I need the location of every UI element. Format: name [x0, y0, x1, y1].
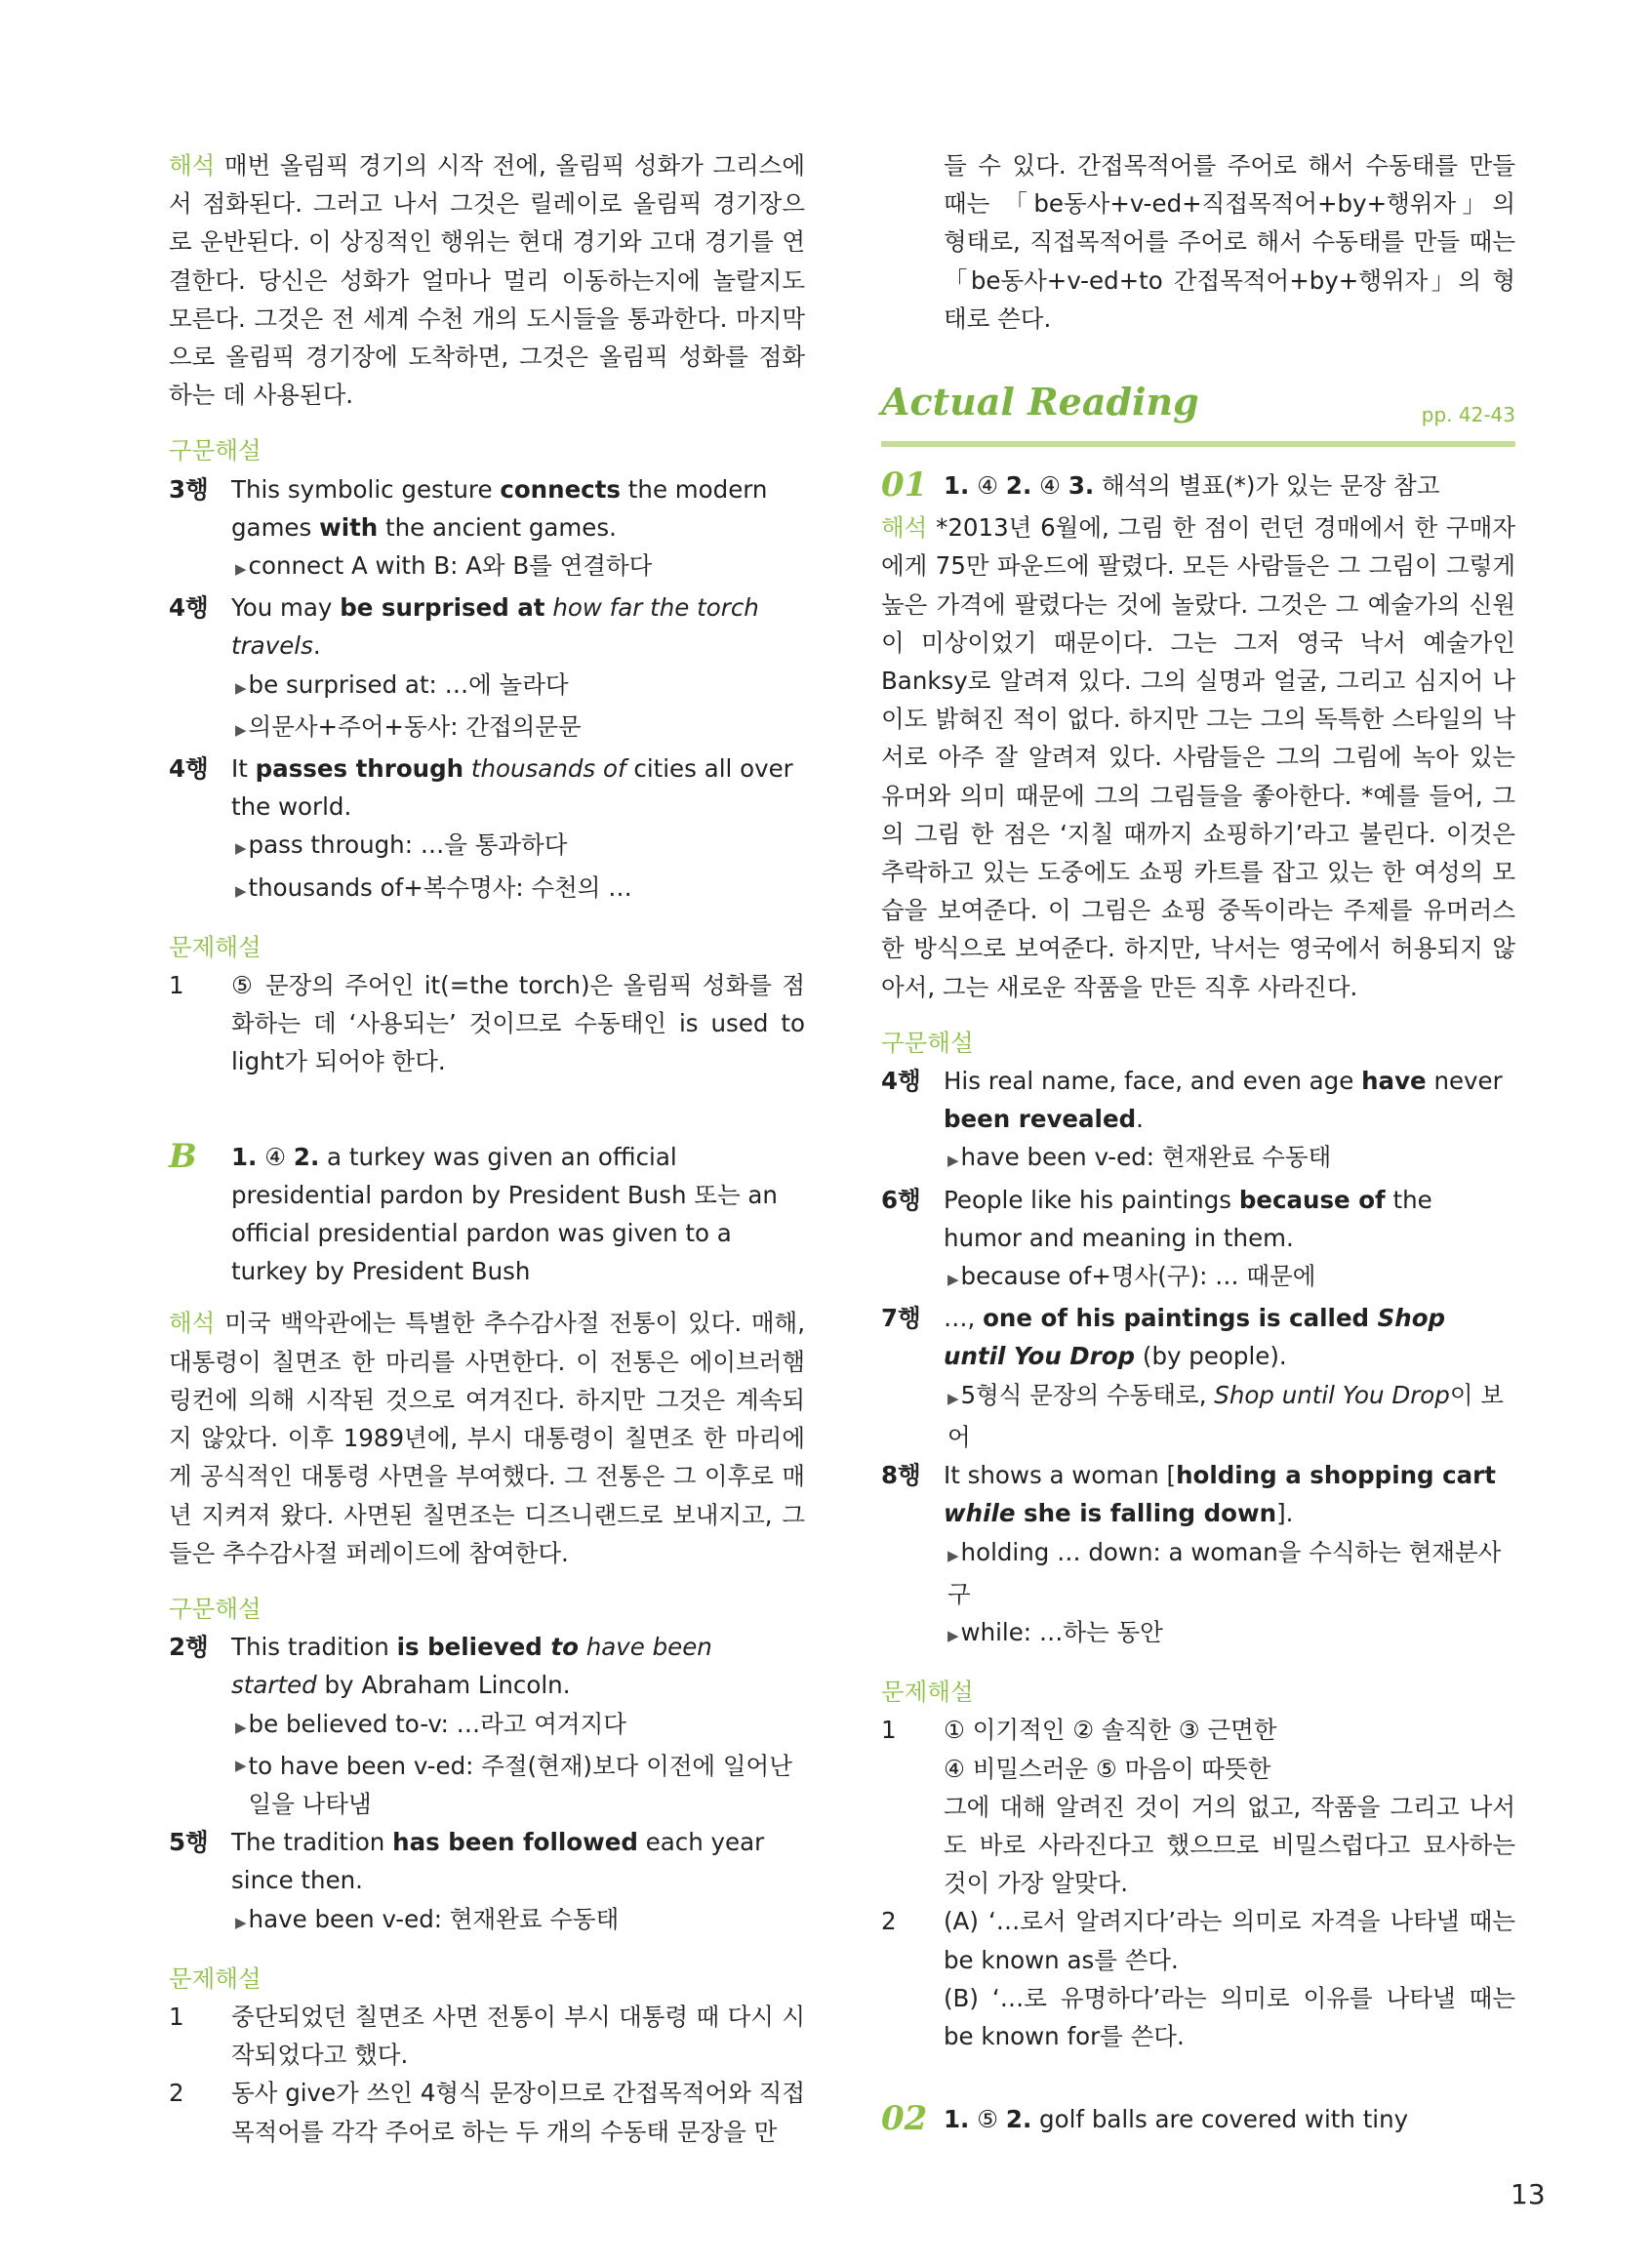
problem-item: 1 중단되었던 칠면조 사면 전통이 부시 대통령 때 다시 시작되었다고 했다.	[169, 2002, 805, 2070]
grammar-note: ▶have been v-ed: 현재완료 수동태	[235, 1904, 620, 1933]
triangle-bullet-icon: ▶	[947, 1626, 959, 1644]
grammar-note: ▶be believed to-v: …라고 여겨지다	[235, 1709, 626, 1738]
syntax-item: 6행 People like his paintings because of the humor and meaning in them. ▶because of+명사(구): … 때문에	[881, 1181, 1515, 1300]
right-column	[881, 146, 1515, 2138]
question-number-01: 01	[881, 466, 928, 506]
section-heading-problem: 문제해설	[169, 932, 262, 961]
answer-block-02: 02 1. ⑤ 2. golf balls are covered with tiny	[881, 2099, 1409, 2139]
explanation-paragraph-olympic: 해석 매번 올림픽 경기의 시작 전에, 올림픽 성화가 그리스에서 점화된다. 그러고 나서 그것은 릴레이로 올림픽 경기장으로 운반된다. 이 상징적인 행위는 현대 경기와 고대 경기를 연결한다. 당신은 성화가 얼마나 멀리 이동하는지에 놀랄지도 모른다. 그것은 전 세계 수천 개의 도시들을 통과한다. 마지막으로 올림픽 경기장에 도착하면, 그것은 올림픽 성화를 점화하는 데 사용된다.	[169, 151, 805, 410]
section-title: Actual Reading	[881, 380, 1199, 425]
problem-item: 1 ⑤ 문장의 주어인 it(=the torch)은 올림픽 성화를 점화하는 데 ‘사용되는’ 것이므로 수동태인 is used to light가 되어야 한다.	[169, 971, 805, 1076]
problem-item: 2 동사 give가 쓰인 4형식 문장이므로 간접목적어와 직접목적어를 각각 주어로 하는 두 개의 수동태 문장을 만	[169, 2079, 805, 2146]
explanation-paragraph-banksy: 해석 *2013년 6월에, 그림 한 점이 런던 경매에서 한 구매자에게 75만 파운드에 팔렸다. 모든 사람들은 그 그림이 그렇게 높은 가격에 팔렸다는 것에 놀랐다. 그것은 그 예술가의 신원이 미상이었기 때문이다. 그는 그저 영국 낙서 예술가인 Banksy로 알려져 있다. 그의 실명과 얼굴, 그리고 심지어 나이도 밝혀진 적이 없다. 하지만 그는 그의 독특한 스타일의 낙서로 아주 잘 알려져 있다. 사람들은 그의 그림에 녹아 있는 유머와 의미 때문에 그의 그림들을 좋아한다. *예를 들어, 그의 그림 한 점은 ‘지칠 때까지 쇼핑하기’라고 불린다. 이것은 추락하고 있는 도중에도 쇼핑 카트를 잡고 있는 한 여성의 모습을 보여준다. 이 그림은 쇼핑 중독이라는 주제를 유머러스한 방식으로 보여준다. 하지만, 낙서는 영국에서 허용되지 않아서, 그는 새로운 작품을 만든 직후 사라진다.	[881, 513, 1515, 1001]
section-heading-syntax: 구문해설	[169, 436, 262, 466]
triangle-bullet-icon: ▶	[947, 1271, 959, 1289]
problem-item: 2 (A) ‘…로서 알려지다’라는 의미로 자격을 나타낼 때는 be known as를 쓴다. (B) ‘…로 유명하다’라는 의미로 이유를 나타낼 때는 be known for를 쓴다.	[881, 1907, 1515, 2050]
triangle-bullet-icon: ▶	[235, 560, 247, 579]
left-column	[169, 146, 805, 2151]
triangle-bullet-icon: ▶	[235, 1718, 247, 1736]
section-letter-b: B	[169, 1136, 197, 1176]
syntax-item: 3행 This symbolic gesture connects the modern games with the ancient games. ▶connect A with B: A와 B를 연결하다	[169, 470, 805, 589]
answer-block-01: 01 1. ④ 2. ④ 3. 해석의 별표(*)가 있는 문장 참고	[881, 466, 1440, 506]
grammar-note: ▶holding … down: a woman을 수식하는 현재분사구	[947, 1537, 1502, 1608]
triangle-bullet-icon: ▶	[947, 1389, 959, 1407]
section-heading-problem: 문제해설	[881, 1678, 974, 1707]
question-number-02: 02	[881, 2099, 928, 2139]
grammar-note: ▶thousands of+복수명사: 수천의 …	[235, 872, 632, 902]
explanation-paragraph-turkey: 해석 미국 백악관에는 특별한 추수감사절 전통이 있다. 매해, 대통령이 칠면조 한 마리를 사면한다. 이 전통은 에이브러햄 링컨에 의해 시작된 것으로 여겨진다. 하지만 그것은 계속되지 않았다. 이후 1989년에, 부시 대통령이 칠면조 한 마리에게 공식적인 대통령 사면을 부여했다. 그 전통은 그 이후로 매년 지켜져 왔다. 사면된 칠면조는 디즈니랜드로 보내지고, 그들은 추수감사절 퍼레이드에 참여한다.	[169, 1309, 805, 1567]
syntax-item: 4행 His real name, face, and even age have never been revealed. ▶have been v-ed: 현재완료 수동태	[881, 1062, 1515, 1181]
triangle-bullet-icon: ▶	[947, 1152, 959, 1170]
syntax-item: 4행 It passes through thousands of cities all over the world. ▶pass through: …을 통과하다 ▶thousands of+복수명사: 수천의 …	[169, 749, 805, 911]
grammar-note: ▶의문사+주어+동사: 간접의문문	[235, 711, 582, 741]
continued-problem-text: 들 수 있다. 간접목적어를 주어로 해서 수동태를 만들 때는 「be동사+v-ed+직접목적어+by+행위자」의 형태로, 직접목적어를 주어로 해서 수동태를 만들 때는 「be동사+v-ed+to 간접목적어+by+행위자」의 형태로 쓴다.	[944, 151, 1515, 333]
section-heading-syntax: 구문해설	[169, 1594, 262, 1623]
triangle-bullet-icon: ▶	[235, 881, 247, 900]
triangle-bullet-icon: ▶	[235, 1756, 247, 1774]
triangle-bullet-icon: ▶	[235, 839, 247, 858]
grammar-note: ▶pass through: …을 통과하다	[235, 830, 568, 860]
grammar-note: ▶because of+명사(구): … 때문에	[947, 1262, 1316, 1291]
answer-block-b: B 1. ④ 2. a turkey was given an official presidential pardon by President Bush 또는 an official presidential pardon was given to a turkey by President Bush	[169, 1138, 805, 1291]
grammar-note: ▶be surprised at: …에 놀라다	[235, 669, 569, 699]
syntax-item: 4행 You may be surprised at how far the torch travels. ▶be surprised at: …에 놀라다 ▶의문사+주어+동사: 간접의문문	[169, 588, 805, 749]
grammar-note: ▶5형식 문장의 수동태로, Shop until You Drop이 보어	[947, 1380, 1504, 1451]
grammar-note: ▶while: …하는 동안	[947, 1617, 1163, 1646]
grammar-note: ▶connect A with B: A와 B를 연결하다	[235, 551, 653, 581]
section-heading-problem: 문제해설	[169, 1963, 262, 1993]
explanation-label: 해석	[169, 151, 216, 180]
explanation-label: 해석	[881, 513, 928, 543]
syntax-item: 8행 It shows a woman [holding a shopping cart while she is falling down]. ▶holding … down: a woman을 수식하는 현재분사구 ▶while: …하는 동안	[881, 1456, 1515, 1655]
grammar-note: ▶have been v-ed: 현재완료 수동태	[947, 1143, 1332, 1172]
syntax-item: 2행 This tradition is believed to have been started by Abraham Lincoln. ▶be believed to-v: …라고 여겨지다 ▶ to have been v-ed: 주절(현재)보다 이전에 일어난 일을 나타냄	[169, 1628, 805, 1823]
problem-item: 1 ① 이기적인 ② 솔직한 ③ 근면한 ④ 비밀스러운 ⑤ 마음이 따뜻한 그에 대해 알려진 것이 거의 없고, 작품을 그리고 나서도 바로 사라진다고 했으므로 비밀스럽다고 묘사하는 것이 가장 알맞다.	[881, 1716, 1515, 1898]
triangle-bullet-icon: ▶	[235, 1913, 247, 1931]
section-heading-syntax: 구문해설	[881, 1028, 974, 1057]
actual-reading-header	[881, 380, 1515, 447]
triangle-bullet-icon: ▶	[947, 1546, 959, 1564]
grammar-note: ▶ to have been v-ed: 주절(현재)보다 이전에 일어난 일을 나타냄	[231, 1747, 805, 1823]
triangle-bullet-icon: ▶	[235, 678, 247, 697]
triangle-bullet-icon: ▶	[235, 720, 247, 739]
syntax-item: 5행 The tradition has been followed each year since then. ▶have been v-ed: 현재완료 수동태	[169, 1823, 805, 1942]
explanation-label: 해석	[169, 1309, 216, 1338]
page-range: pp. 42-43	[1421, 403, 1515, 427]
page-number: 13	[1511, 2178, 1546, 2210]
syntax-item: 7행 …, one of his paintings is called Shop until You Drop (by people). ▶5형식 문장의 수동태로, Shop until You Drop이 보어	[881, 1299, 1515, 1456]
